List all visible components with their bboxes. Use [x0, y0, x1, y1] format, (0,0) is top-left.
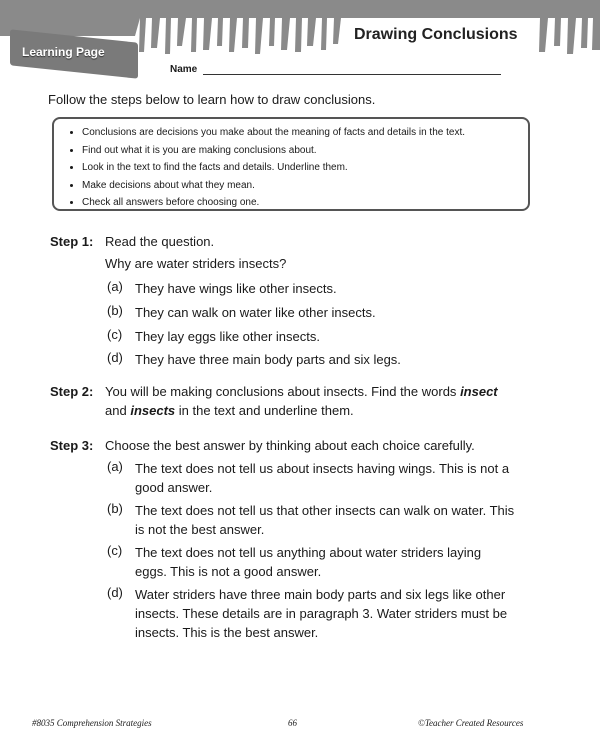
- name-label: Name: [170, 64, 198, 75]
- keyword-insects: insects: [130, 403, 176, 418]
- step-2-text: You will be making conclusions about insects. Find the words: [105, 384, 457, 399]
- option-text: The text does not tell us that other insects can walk on water. This is not the best answer.: [135, 503, 515, 537]
- option-text: They have wings like other insects.: [135, 281, 337, 296]
- option-text: They have three main body parts and six legs.: [135, 352, 401, 367]
- keyword-insect: insect: [460, 384, 498, 399]
- option-text: They can walk on water like other insects.: [135, 305, 376, 320]
- option-letter: (a): [107, 459, 123, 474]
- option-letter: (b): [107, 303, 123, 318]
- step-1-instruction: Read the question.: [105, 234, 215, 249]
- step-2-label: Step 2:: [50, 384, 94, 399]
- intro-text: Follow the steps below to learn how to draw conclusions.: [48, 92, 376, 107]
- option-letter: (d): [107, 350, 123, 365]
- name-row: [170, 64, 501, 75]
- step-3-label: Step 3:: [50, 438, 94, 453]
- step-2-text: in the text and underline them.: [178, 403, 354, 418]
- step-2-line-1: [105, 384, 498, 399]
- option-letter: (c): [107, 327, 123, 342]
- page-number: 66: [288, 718, 297, 728]
- step-3-instruction: Choose the best answer by thinking about each choice carefully.: [105, 438, 475, 453]
- footer-right: ©Teacher Created Resources: [418, 718, 524, 728]
- tip-item: • Find out what it is you are making conclusions about.: [82, 142, 528, 160]
- tip-item: • Conclusions are decisions you make about the meaning of facts and details in the text.: [82, 124, 528, 142]
- option-text: Water striders have three main body parts and six legs like other insects. These details are in paragraph 3. Water striders must be insects. This is the best answer.: [135, 587, 508, 640]
- step-1-question: Why are water striders insects?: [105, 256, 287, 271]
- option-text: The text does not tell us about insects having wings. This is not a good answer.: [135, 461, 510, 495]
- option-text: They lay eggs like other insects.: [135, 329, 320, 344]
- tip-item: • Look in the text to find the facts and details. Underline them.: [82, 159, 528, 177]
- option-text: The text does not tell us anything about water striders laying eggs. This is not a good answer.: [135, 545, 482, 579]
- tab-label: Learning Page: [22, 45, 105, 59]
- tips-box: [52, 117, 530, 211]
- name-field[interactable]: [203, 64, 501, 75]
- step-2-line-2: [105, 403, 354, 418]
- footer-left: #8035 Comprehension Strategies: [32, 718, 152, 728]
- tip-item: • Check all answers before choosing one.: [82, 194, 528, 212]
- option-letter: (d): [107, 585, 123, 600]
- step-1-label: Step 1:: [50, 234, 94, 249]
- tip-item: • Make decisions about what they mean.: [82, 177, 528, 195]
- page-title: Drawing Conclusions: [354, 26, 518, 43]
- option-letter: (c): [107, 543, 123, 558]
- step-2-text: and: [105, 403, 127, 418]
- option-letter: (a): [107, 279, 123, 294]
- option-letter: (b): [107, 501, 123, 516]
- header-banner: [0, 0, 600, 80]
